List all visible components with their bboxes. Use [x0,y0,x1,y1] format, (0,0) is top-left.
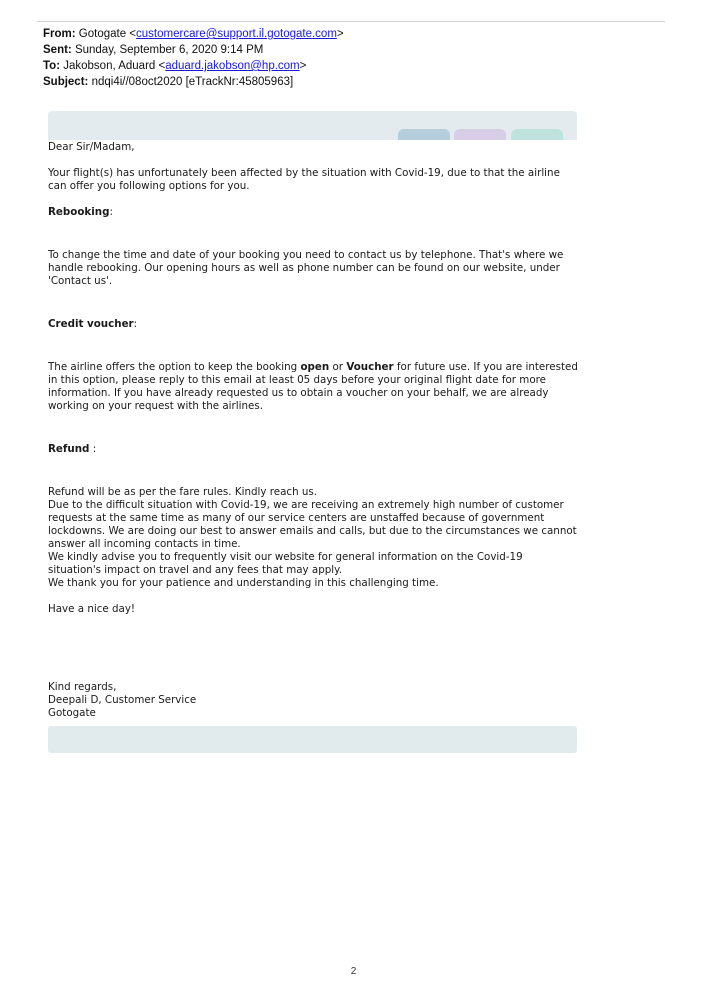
from-email-link[interactable]: customercare@support.il.gotogate.com [136,28,337,40]
signature-name: Deepali D, Customer Service [48,694,197,706]
refund-colon: : [89,443,97,455]
voucher-text-2: for future use. If you are interested in this option, please reply to this email at least 05 days before your original flight date for more information. If you have already requested us to obtain a voucher on your behalf, we are already working on your request with the airlines. [48,361,578,412]
subject-row [43,74,344,90]
voucher-text-1: The airline offers the option to keep the booking [48,361,301,373]
rebooking-heading-line [48,206,578,219]
greeting: Dear Sir/Madam, [48,141,135,153]
subject-value: ndqi4i//08oct2020 [eTrackNr:45805963] [91,76,294,88]
social-icon-1[interactable] [398,129,450,140]
email-header [43,26,344,90]
email-banner-top [48,111,577,140]
sent-label: Sent: [43,44,72,56]
from-label: From: [43,28,76,40]
sent-value: Sunday, September 6, 2020 9:14 PM [74,44,264,56]
voucher-voucher-bold: Voucher [346,361,394,373]
from-name: Gotogate < [78,28,137,40]
refund-line: Refund will be as per the fare rules. Kindly reach us. [48,486,318,498]
refund-heading-line [48,443,578,456]
from-row [43,26,344,42]
nice-day: Have a nice day! [48,603,136,615]
rebooking-paragraph: To change the time and date of your booking you need to contact us by telephone. That's where we handle rebooking. Our opening hours as well as phone number can be found on our website, under 'Contact us'. [48,249,564,287]
thanks-paragraph: We thank you for your patience and understanding in this challenging time. [48,577,439,589]
intro-paragraph: Your flight(s) has unfortunately been affected by the situation with Covid-19, due to that the airline can offer you following options for you. [48,167,560,192]
social-icon-3[interactable] [511,129,563,140]
header-divider [37,21,665,22]
voucher-heading: Credit voucher [48,318,134,330]
to-row [43,58,344,74]
signature-company: Gotogate [48,707,96,719]
email-body [48,141,578,720]
to-label: To: [43,60,61,72]
advise-paragraph: We kindly advise you to frequently visit our website for general information on the Covid-19 situation's impact on travel and any fees that may apply. [48,551,523,576]
voucher-or: or [329,361,347,373]
rebooking-colon: : [109,206,113,218]
voucher-open-bold: open [300,361,330,373]
to-close: > [299,60,307,72]
page-number: 2 [350,966,357,977]
to-email-link[interactable]: aduard.jakobson@hp.com [165,60,300,72]
rebooking-heading: Rebooking [48,206,110,218]
email-banner-bottom [48,726,577,753]
to-name: Jakobson, Aduard < [63,60,166,72]
refund-heading: Refund [48,443,90,455]
voucher-paragraph [48,361,578,413]
sent-row [43,42,344,58]
voucher-heading-line [48,318,578,331]
from-close: > [336,28,344,40]
regards: Kind regards, [48,681,117,693]
voucher-colon: : [133,318,138,330]
subject-label: Subject: [43,76,89,88]
covid-paragraph: Due to the difficult situation with Covid-19, we are receiving an extremely high number of customer requests at the same time as many of our service centers are unstaffed because of government lockdowns. We are doing our best to answer emails and calls, but due to the circumstances we cannot answer all incoming contacts in time. [48,499,577,550]
social-icon-2[interactable] [454,129,506,140]
